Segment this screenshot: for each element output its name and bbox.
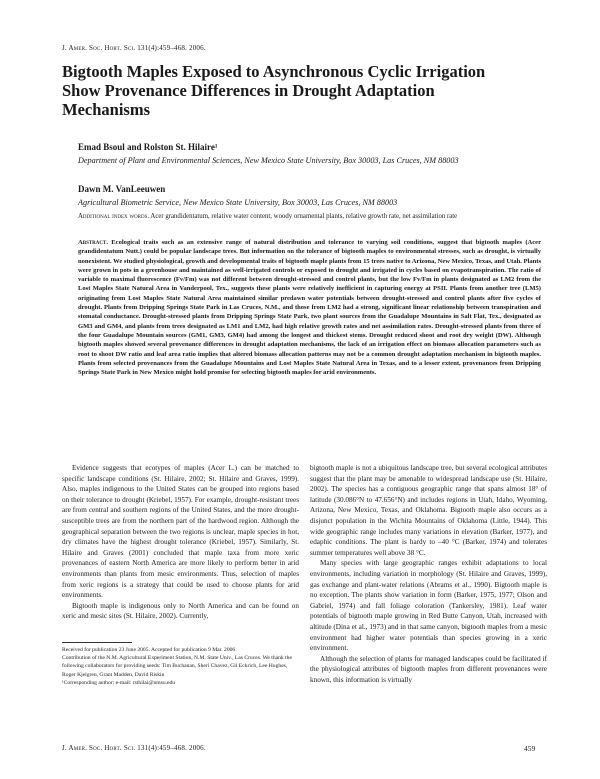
body-paragraph: bigtooth maple is not a ubiquitous landscape tree, but several ecological attributes suggest that the plant may be amenable to widespread landscape use (St. Hilaire, 2002). The species has a contiguous geographic range that spans almost 18° of latitude (30.086°N to 47.656°N) and includes regions in Utah, Idaho, Wyoming, Arizona, New Mexico, Texas, and Oklahoma. Bigtooth maple also occurs as a disjunct population in the Wichita Mountains of Oklahoma (Little, 1944). This wide geographic range includes many variations in elevation (Barker, 1977), and edaphic conditions. The plant is hardy to –40 °C (Barker, 1974) and tolerates summer temperatures well above 38 °C.	[310, 464, 547, 557]
body-paragraph: Many species with large geographic ranges exhibit adaptations to local environments, including variation in morphology (St. Hilaire and Graves, 1999), gas exchange and plant-water relations (Abrams et al., 1990). Bigtooth maple is no exception. The plants show variation in form (Barker, 1975, 1977; Olson and Gabriel, 1974) and fall foliage coloration (Tankersley, 1981). Leaf water potentials of bigtooth maple growing in Red Butte Canyon, Utah, increased with altitude (Dina et al., 1973) and in that same canyon, bigtooth maples from a mesic environment had higher water potentials than species growing in a xeric environment.	[310, 559, 547, 653]
page-number: 459	[524, 744, 536, 753]
author-line-1: Emad Bsoul and Rolston St. Hilaire¹	[78, 142, 218, 152]
footnote-received: Received for publication 23 June 2005. Accepted for publication 9 Mar. 2006.	[62, 647, 237, 653]
body-paragraph: Bigtooth maple is indigenous only to North America and can be found on xeric and mesic sites (St. Hilaire, 2002). Currently,	[62, 601, 299, 621]
body-right-column	[310, 463, 547, 685]
affiliation-2: Agricultural Biometric Service, New Mexico State University, Box 30003, Las Cruces, NM 88003	[78, 198, 398, 207]
footnote-contribution: Contribution of the N.M. Agricultural Experiment Station, N.M. State Univ., Las Cruces. We thank the following collaborators for providing seeds: Tim Buchanan, Sheri Chavez, Gil Eckrich, Lee Hughes, Roger Kjelgren, Grant Madden, David Riskin	[62, 655, 292, 678]
keywords	[78, 212, 538, 222]
abstract-text: Ecological traits such as an extensive range of natural distribution and tolerance to varying soil conditions, suggest that bigtooth maples (Acer grandidentatum Nutt.) could be popular landscape trees. But information on the tolerance of bigtooth maples to environmental stresses, such as drought, is virtually nonexistent. We studied physiological, growth and developmental traits of bigtooth maple plants from 15 trees native to Arizona, New Mexico, Texas, and Utah. Plants were grown in pots in a greenhouse and maintained as well-irrigated controls or exposed to drought and irrigated in cycles based on evapotranspiration. The ratio of variable to maximal fluorescence (Fv/Fm) was not different between drought-stressed and control plants, but the low Fv/Fm in plants designated as LM2 from the Lost Maples State Natural Area in Vanderpool, Tex., suggests these plants were relatively inefficient in capturing energy at PSII. Plants from another tree (LM5) originating from Lost Maples State Natural Area maintained similar predawn water potentials between drought-stressed and control plants after five cycles of drought. Plants from Dripping Springs State Park in Las Cruces, N.M., and those from LM2 had a strong, significant linear relationship between transpiration and stomatal conductance. Drought-stressed plants from Dripping Springs State Park, two plant sources from the Guadalupe Mountains in Salt Flat, Tex., designated as GM3 and GM4, and plants from trees designated as LM1 and LM2, had high relative growth rates and net assimilation rates. Drought-stressed plants from three of the four Guadalupe Mountain sources (GM1, GM3, GM4) had among the longest and thickest stems. Drought reduced shoot and root dry weight (DW). Although bigtooth maples showed several provenance differences in drought adaptation mechanisms, the lack of an irrigation effect on biomass allocation parameters such as root to shoot DW ratio and leaf area ratio implies that altered biomass allocation patterns may not be a common drought adaptation mechanism in bigtooth maples. Plants from selected provenances from the Guadalupe Mountains and Lost Maples State Natural Area in Texas, and to a lesser extent, provenances from Dripping Springs State Park in New Mexico might hold promise for selecting bigtooth maples for arid environments.	[78, 239, 541, 377]
author-line-2: Dawn M. VanLeeuwen	[78, 184, 166, 194]
footnote-corresponding-author: ¹Corresponding author; e-mail: rsthilai@nmsu.edu	[62, 679, 176, 686]
journal-header-citation: J. Amer. Soc. Hort. Sci. 131(4):459–468. 2006.	[62, 44, 206, 52]
keywords-text: Acer grandidentatum, relative water content, woody ornamental plants, relative growth rate, net assimilation rate	[149, 213, 458, 220]
body-paragraph: Evidence suggests that ecotypes of maples (Acer L.) can be matched to specific landscape conditions (St. Hilaire, 2002; St. Hilaire and Graves, 1999). Also, maples indigenous to the United States can be grouped into regions based on their tolerance to drought (Kriebel, 1957). For example, drought-resistant trees are from central and southern regions of the United States, and the more drought-susceptible trees are from the northern part of the hardwood region. Although the geographical separation between the two regions is unclear, maple species in hot, dry climates have the highest drought tolerance (Kriebel, 1957). Similarly, St. Hilaire and Graves (2001) concluded that maple taxa from more xeric provenances of eastern North America are more likely to perform better in arid environments than plants from mesic environments. Thus, selection of maples from xeric regions is a strategy that could be used to choose plants for arid environments.	[62, 464, 299, 600]
abstract-label: Abstract.	[78, 239, 108, 246]
abstract	[78, 238, 541, 377]
footnote-divider	[62, 642, 132, 643]
footnotes	[62, 646, 299, 687]
keywords-label: Additional index words.	[78, 213, 150, 220]
affiliation-1: Department of Plant and Environmental Sciences, New Mexico State University, Box 30003, Las Cruces, NM 88003	[78, 156, 459, 165]
article-title: Bigtooth Maples Exposed to Asynchronous Cyclic Irrigation Show Provenance Differences in Drought Adaptation Mechanisms	[62, 62, 486, 119]
body-left-column	[62, 463, 299, 622]
journal-footer-citation: J. Amer. Soc. Hort. Sci. 131(4):459–468. 2006.	[62, 744, 206, 752]
body-paragraph: Although the selection of plants for managed landscapes could be facilitated if the physiological attributes of bigtooth maples from different provenances were known, this information is virtually	[310, 654, 547, 684]
